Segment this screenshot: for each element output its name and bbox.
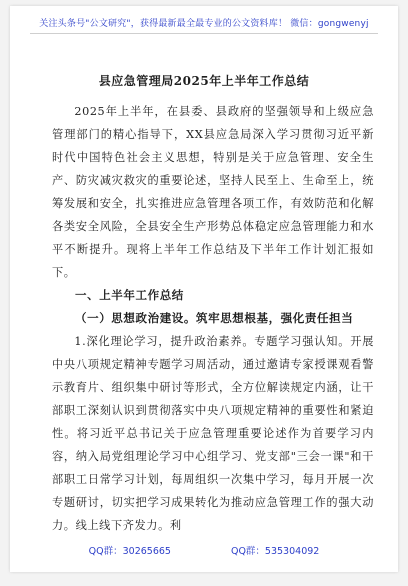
intro-paragraph: 2025年上半年，在县委、县政府的坚强领导和上级应急管理部门的精心指导下，XX县应急局深入学习贯彻习近平新时代中国特色社会主义思想，特别是关于应急管理、安全生产、防灾减灾救灾的重要论述，坚持人民至上、生命至上，统筹发展和安全，扎实推进应急管理各项工作，有效防范和化解各类安全风险，全县安全生产形势总体稳定应急管理能力和水平不断提升。现将上半年工作总结及下半年工作计划汇报如下。 (52, 105, 374, 279)
qq-group-2: QQ群：535304092 (230, 546, 320, 557)
promo-banner: 关注头条号"公文研究"，获得最新最全最专业的公文资料库！ 微信：gongwenyj (39, 19, 369, 29)
qq-group-1: QQ群：30265665 (88, 546, 171, 557)
document-page (10, 6, 398, 572)
header-divider (30, 33, 378, 34)
document-body (52, 100, 374, 537)
subsection-heading: （一）思想政治建设。筑牢思想根基，强化责任担当 (75, 311, 354, 325)
document-title: 县应急管理局2025年上半年工作总结 (98, 74, 310, 88)
footer (10, 543, 398, 557)
section-heading: 一、上半年工作总结 (75, 288, 184, 302)
body-paragraph: 1.深化理论学习，提升政治素养。专题学习强认知。开展中央八项规定精神专题学习周活动，通过邀请专家授课观看警示教育片、组织集中研讨等形式，全方位解读规定内涵，让干部职工深刻认识到贯彻落实中央八项规定精神的重要性和紧迫性。将习近平总书记关于应急管理重要论述作为首要学习内容，纳入局党组理论学习中心组学习、党支部"三会一课"和干部职工日常学习计划，每周组织一次集中学习，每月开展一次专题研讨，切实把学习成果转化为推动应急管理工作的强大动力。线上线下齐发力。利 (52, 335, 374, 532)
